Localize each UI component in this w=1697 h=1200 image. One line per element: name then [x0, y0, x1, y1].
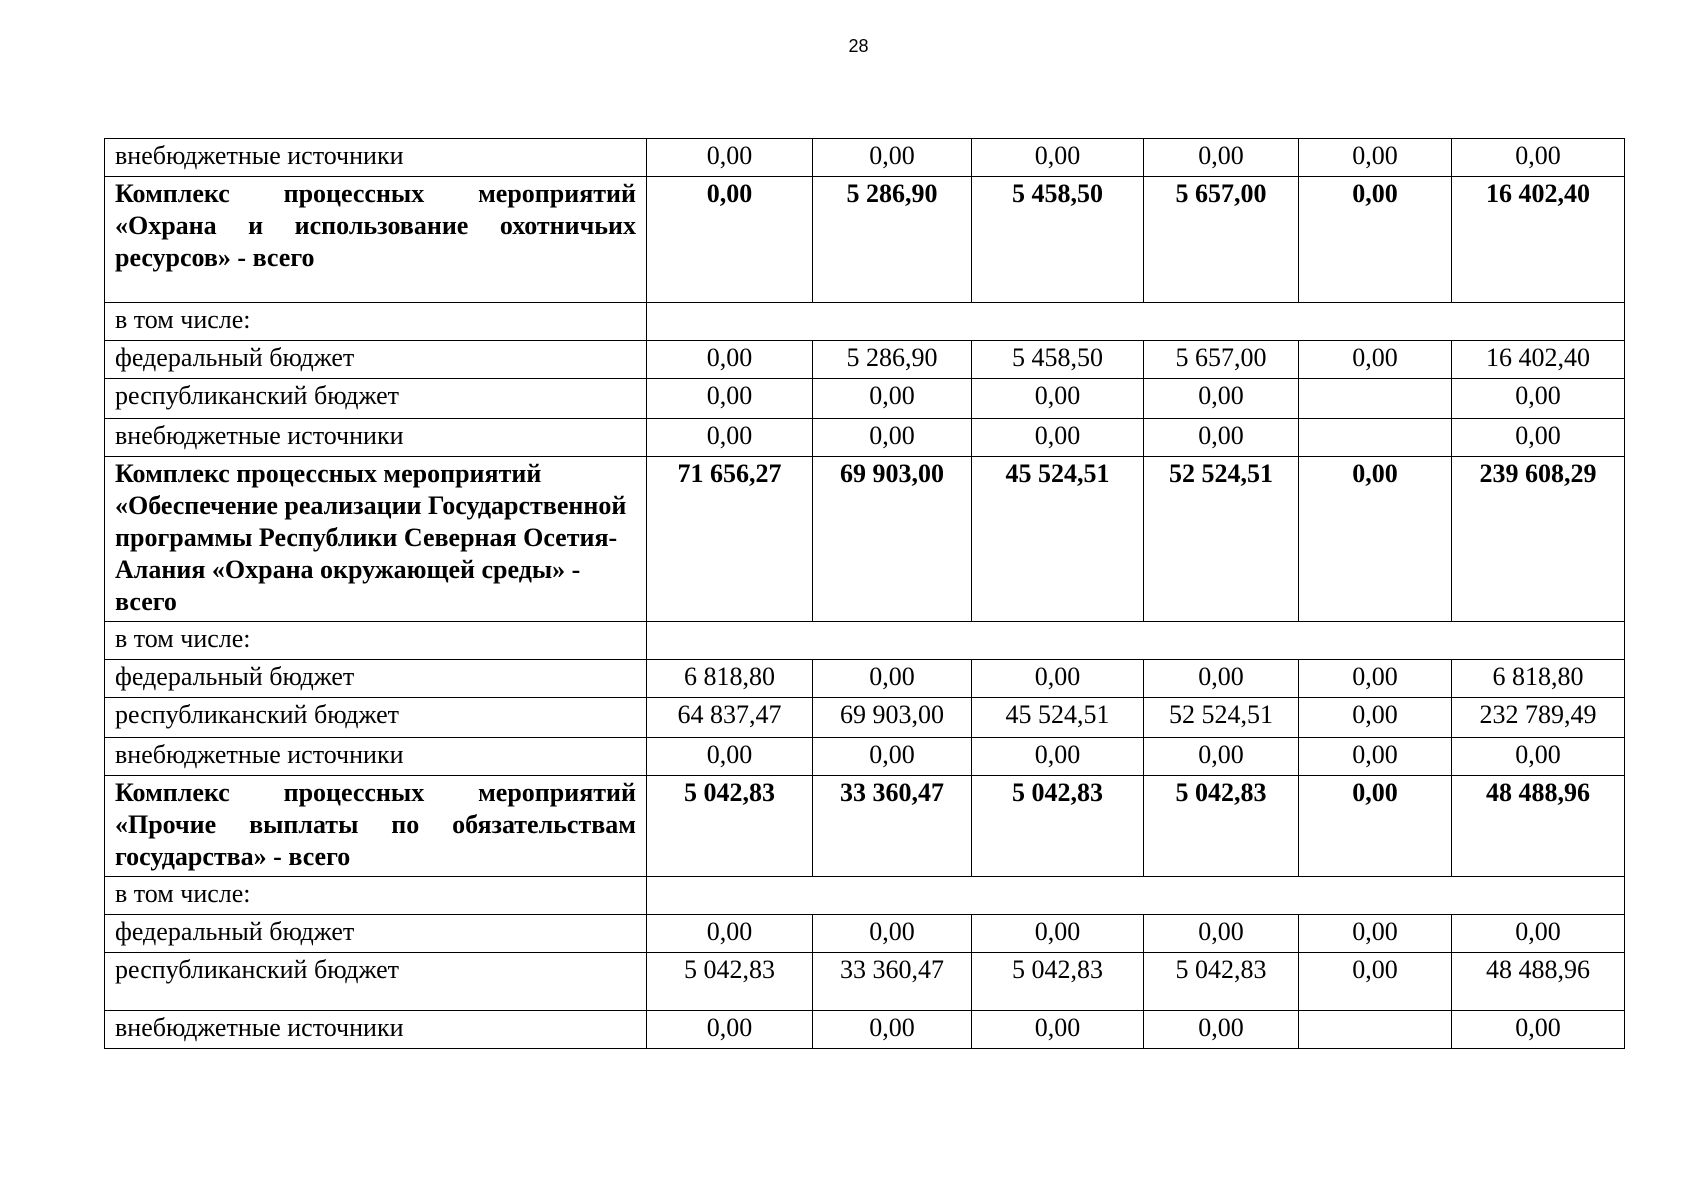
value-cell: 0,00: [1299, 341, 1452, 379]
value-cell: 5 042,83: [647, 776, 813, 877]
table-row: [105, 953, 1625, 1011]
source-name-cell: внебюджетные источники: [105, 1011, 647, 1049]
value-cell: 5 657,00: [1144, 177, 1299, 303]
total-row: [105, 457, 1625, 622]
value-cell: 0,00: [1144, 379, 1299, 419]
table-row: [105, 660, 1625, 698]
source-name-cell: в том числе:: [105, 303, 647, 341]
value-cell: 0,00: [1299, 698, 1452, 738]
caption-row: [105, 877, 1625, 915]
program-name-cell: Комплекс процессных мероприятий «Прочие выплаты по обязательствам государства» - всего: [105, 776, 647, 877]
value-cell: 0,00: [972, 660, 1144, 698]
source-name-cell: республиканский бюджет: [105, 379, 647, 419]
value-cell: 6 818,80: [647, 660, 813, 698]
value-cell: 0,00: [1299, 915, 1452, 953]
value-cell: 5 458,50: [972, 341, 1144, 379]
value-cell: 16 402,40: [1452, 341, 1625, 379]
value-cell: 232 789,49: [1452, 698, 1625, 738]
value-cell: [1299, 379, 1452, 419]
value-cell: 0,00: [647, 915, 813, 953]
value-cell: [1299, 1011, 1452, 1049]
value-cell: 0,00: [1299, 660, 1452, 698]
program-name-cell: Комплекс процессных мероприятий «Обеспечение реализации Государственной программы Республики Северная Осетия-Алания «Охрана окружающей среды» - всего: [105, 457, 647, 622]
value-cell: 0,00: [1144, 660, 1299, 698]
table-row: [105, 379, 1625, 419]
funding-table-body: [105, 139, 1625, 1049]
source-name-cell: внебюджетные источники: [105, 419, 647, 457]
value-cell: 45 524,51: [972, 457, 1144, 622]
program-name-cell: Комплекс процессных мероприятий «Охрана и использование охотничьих ресурсов» - всего: [105, 177, 647, 303]
value-cell: 0,00: [1452, 1011, 1625, 1049]
value-cell: 0,00: [647, 379, 813, 419]
value-cell: 45 524,51: [972, 698, 1144, 738]
empty-merged-cell: [647, 303, 1625, 341]
table-row: [105, 698, 1625, 738]
source-name-cell: в том числе:: [105, 622, 647, 660]
empty-merged-cell: [647, 877, 1625, 915]
value-cell: 5 042,83: [972, 953, 1144, 1011]
value-cell: 48 488,96: [1452, 953, 1625, 1011]
empty-merged-cell: [647, 622, 1625, 660]
source-name-cell: республиканский бюджет: [105, 953, 647, 1011]
caption-row: [105, 303, 1625, 341]
value-cell: 6 818,80: [1452, 660, 1625, 698]
table-row: [105, 341, 1625, 379]
value-cell: 0,00: [972, 379, 1144, 419]
value-cell: 0,00: [1299, 139, 1452, 177]
value-cell: 0,00: [1452, 139, 1625, 177]
value-cell: 71 656,27: [647, 457, 813, 622]
value-cell: 0,00: [647, 738, 813, 776]
value-cell: 0,00: [813, 1011, 972, 1049]
value-cell: 33 360,47: [813, 953, 972, 1011]
value-cell: 16 402,40: [1452, 177, 1625, 303]
value-cell: 0,00: [813, 660, 972, 698]
table-row: [105, 139, 1625, 177]
value-cell: 0,00: [1299, 177, 1452, 303]
value-cell: [1299, 419, 1452, 457]
value-cell: 0,00: [972, 915, 1144, 953]
value-cell: 0,00: [813, 738, 972, 776]
value-cell: 69 903,00: [813, 698, 972, 738]
value-cell: 0,00: [1144, 419, 1299, 457]
total-row: [105, 177, 1625, 303]
source-name-cell: республиканский бюджет: [105, 698, 647, 738]
table-row: [105, 915, 1625, 953]
value-cell: 5 042,83: [1144, 776, 1299, 877]
value-cell: 0,00: [1299, 457, 1452, 622]
value-cell: 5 286,90: [813, 177, 972, 303]
caption-row: [105, 622, 1625, 660]
source-name-cell: внебюджетные источники: [105, 139, 647, 177]
table-row: [105, 419, 1625, 457]
value-cell: 0,00: [1452, 419, 1625, 457]
value-cell: 0,00: [1299, 953, 1452, 1011]
value-cell: 33 360,47: [813, 776, 972, 877]
value-cell: 0,00: [1144, 738, 1299, 776]
value-cell: 0,00: [1299, 738, 1452, 776]
value-cell: 0,00: [1452, 915, 1625, 953]
value-cell: 0,00: [972, 139, 1144, 177]
value-cell: 0,00: [972, 738, 1144, 776]
value-cell: 0,00: [647, 1011, 813, 1049]
value-cell: 5 042,83: [972, 776, 1144, 877]
value-cell: 0,00: [813, 915, 972, 953]
value-cell: 0,00: [1299, 776, 1452, 877]
value-cell: 5 657,00: [1144, 341, 1299, 379]
value-cell: 48 488,96: [1452, 776, 1625, 877]
value-cell: 0,00: [647, 341, 813, 379]
value-cell: 0,00: [1144, 139, 1299, 177]
value-cell: 0,00: [813, 379, 972, 419]
value-cell: 5 042,83: [647, 953, 813, 1011]
value-cell: 0,00: [1144, 915, 1299, 953]
value-cell: 0,00: [647, 139, 813, 177]
value-cell: 0,00: [813, 139, 972, 177]
value-cell: 0,00: [1452, 738, 1625, 776]
value-cell: 0,00: [647, 177, 813, 303]
value-cell: 0,00: [813, 419, 972, 457]
value-cell: 64 837,47: [647, 698, 813, 738]
value-cell: 0,00: [1144, 1011, 1299, 1049]
value-cell: 5 042,83: [1144, 953, 1299, 1011]
source-name-cell: федеральный бюджет: [105, 660, 647, 698]
source-name-cell: в том числе:: [105, 877, 647, 915]
source-name-cell: внебюджетные источники: [105, 738, 647, 776]
value-cell: 0,00: [647, 419, 813, 457]
value-cell: 5 458,50: [972, 177, 1144, 303]
value-cell: 69 903,00: [813, 457, 972, 622]
source-name-cell: федеральный бюджет: [105, 915, 647, 953]
page-number: 28: [848, 36, 869, 56]
value-cell: 52 524,51: [1144, 698, 1299, 738]
funding-table: [104, 138, 1625, 1049]
source-name-cell: федеральный бюджет: [105, 341, 647, 379]
table-row: [105, 738, 1625, 776]
value-cell: 52 524,51: [1144, 457, 1299, 622]
value-cell: 0,00: [1452, 379, 1625, 419]
value-cell: 0,00: [972, 1011, 1144, 1049]
value-cell: 5 286,90: [813, 341, 972, 379]
total-row: [105, 776, 1625, 877]
value-cell: 239 608,29: [1452, 457, 1625, 622]
table-row: [105, 1011, 1625, 1049]
value-cell: 0,00: [972, 419, 1144, 457]
